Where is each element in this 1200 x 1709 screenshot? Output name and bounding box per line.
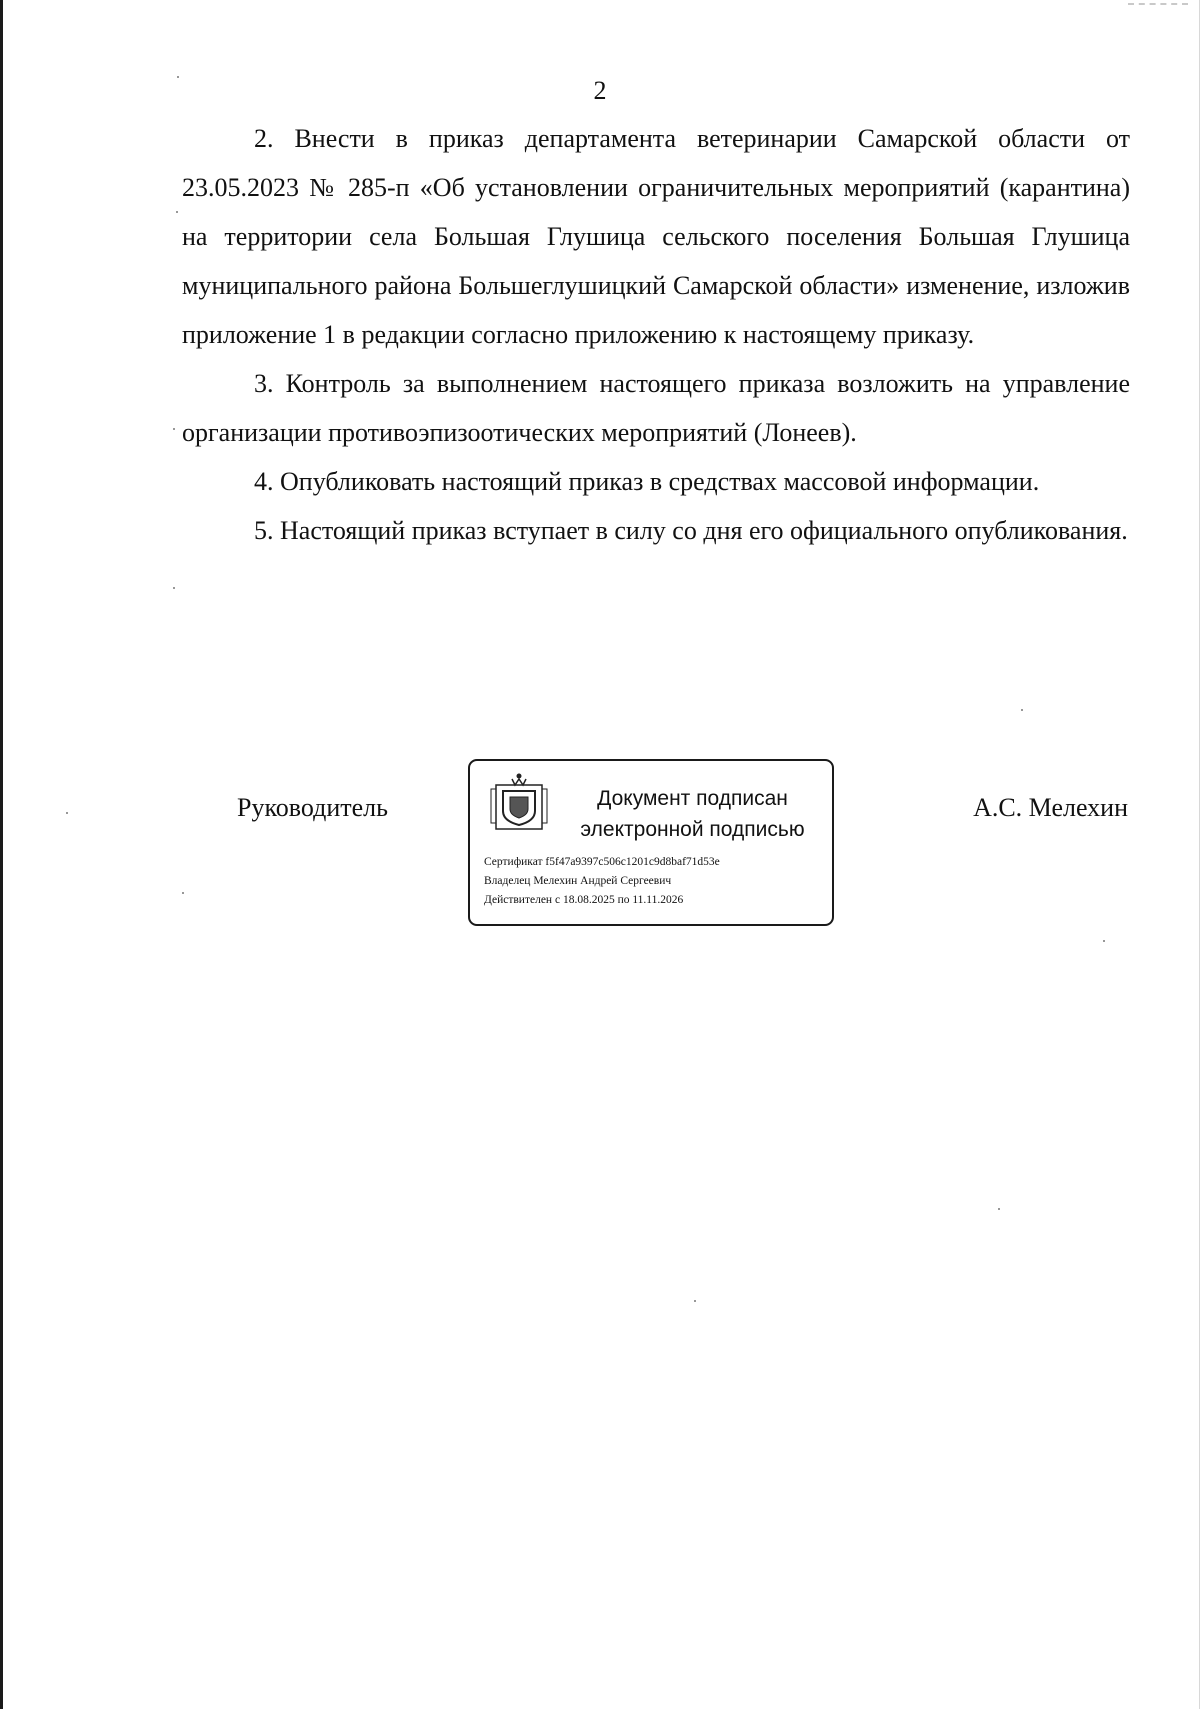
signer-position: Руководитель: [237, 793, 388, 822]
scan-speck: [1021, 709, 1023, 711]
paragraph-4: 4. Опубликовать настоящий приказ в средствах массовой информации.: [254, 467, 1040, 496]
scan-speck: [173, 428, 175, 430]
scan-speck: [694, 1300, 696, 1302]
scan-corner-mark: [1128, 3, 1188, 5]
scan-speck: [182, 892, 184, 894]
stamp-certificate: Сертификат f5f47a9397c506c1201c9d8baf71d53e: [484, 856, 720, 868]
stamp-heading-line2: электронной подписью: [580, 818, 805, 841]
page-number: 2: [593, 76, 607, 105]
paragraph-3: 3. Контроль за выполнением настоящего приказа возложить на управление организации противоэпизоотических мероприятий (Лонеев).: [182, 369, 1130, 447]
stamp-heading-line1: Документ подписан: [597, 787, 788, 810]
signer-name: А.С. Мелехин: [973, 793, 1128, 822]
scan-speck: [1103, 940, 1105, 942]
stamp-owner: Владелец Мелехин Андрей Сергеевич: [484, 875, 672, 887]
stamp-details: [484, 853, 720, 910]
document-body: [182, 114, 1130, 555]
paragraph-5: 5. Настоящий приказ вступает в силу со дня его официального опубликования.: [254, 516, 1128, 545]
coat-of-arms-icon: [488, 771, 550, 833]
stamp-heading: [570, 783, 815, 845]
paragraph-2: 2. Внести в приказ департамента ветеринарии Самарской области от 23.05.2023 № 285-п «Об установлении ограничительных мероприятий (карантина) на территории села Большая Глушица сельского поселения Большая Глушица муниципального района Большеглушицкий Самарской области» изменение, изложив приложение 1 в редакции согласно приложению к настоящему приказу.: [182, 124, 1130, 349]
stamp-validity: Действителен с 18.08.2025 по 11.11.2026: [484, 894, 684, 906]
electronic-signature-stamp: [468, 759, 834, 926]
page-left-edge: [0, 0, 3, 1709]
scan-speck: [66, 812, 68, 814]
scan-speck: [998, 1208, 1000, 1210]
scan-speck: [176, 211, 178, 213]
scan-speck: [173, 587, 175, 589]
